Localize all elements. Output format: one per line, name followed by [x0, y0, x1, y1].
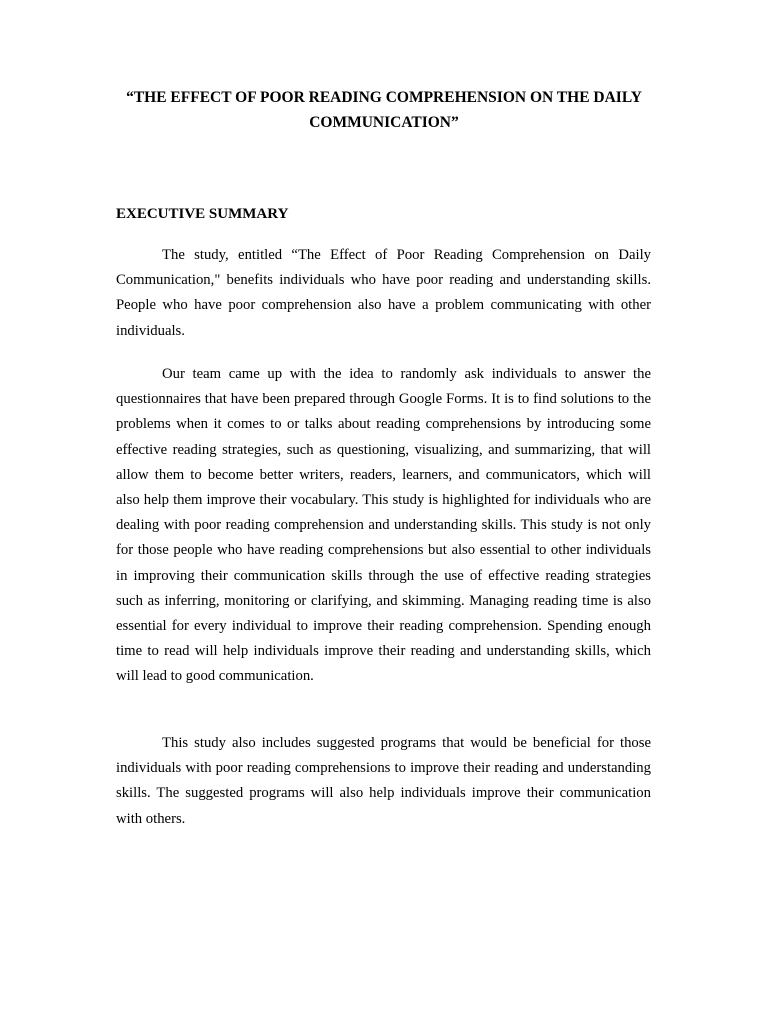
paragraph-3: This study also includes suggested programs that would be beneficial for those individuals with poor reading comprehensions to improve their reading and understanding skills. The suggested programs will also help individuals improve their communication with others.	[116, 735, 651, 827]
paragraph-1: The study, entitled “The Effect of Poor Reading Comprehension on Daily Communication," benefits individuals who have poor reading and understanding skills. People who have poor comprehension also have a problem communicating with other individuals.	[116, 247, 651, 339]
document-title: “THE EFFECT OF POOR READING COMPREHENSION ON THE DAILY COMMUNICATION”	[126, 89, 642, 131]
section-heading: EXECUTIVE SUMMARY	[116, 206, 289, 222]
paragraph-2: Our team came up with the idea to randomly ask individuals to answer the questionnaires that have been prepared through Google Forms. It is to find solutions to the problems when it comes to or talks about reading comprehensions by introducing some effective reading strategies, such as questioning, visualizing, and summarizing, that will allow them to become better writers, readers, learners, and communicators, which will also help them improve their vocabulary. This study is highlighted for individuals who are dealing with poor reading comprehension and understanding skills. This study is not only for those people who have reading comprehensions but also essential to other individuals in improving their communication skills through the use of effective reading strategies such as inferring, monitoring or clarifying, and skimming. Managing reading time is also essential for every individual to improve their reading comprehension. Spending enough time to read will help individuals improve their reading and understanding skills, which will lead to good communication.	[116, 366, 651, 685]
